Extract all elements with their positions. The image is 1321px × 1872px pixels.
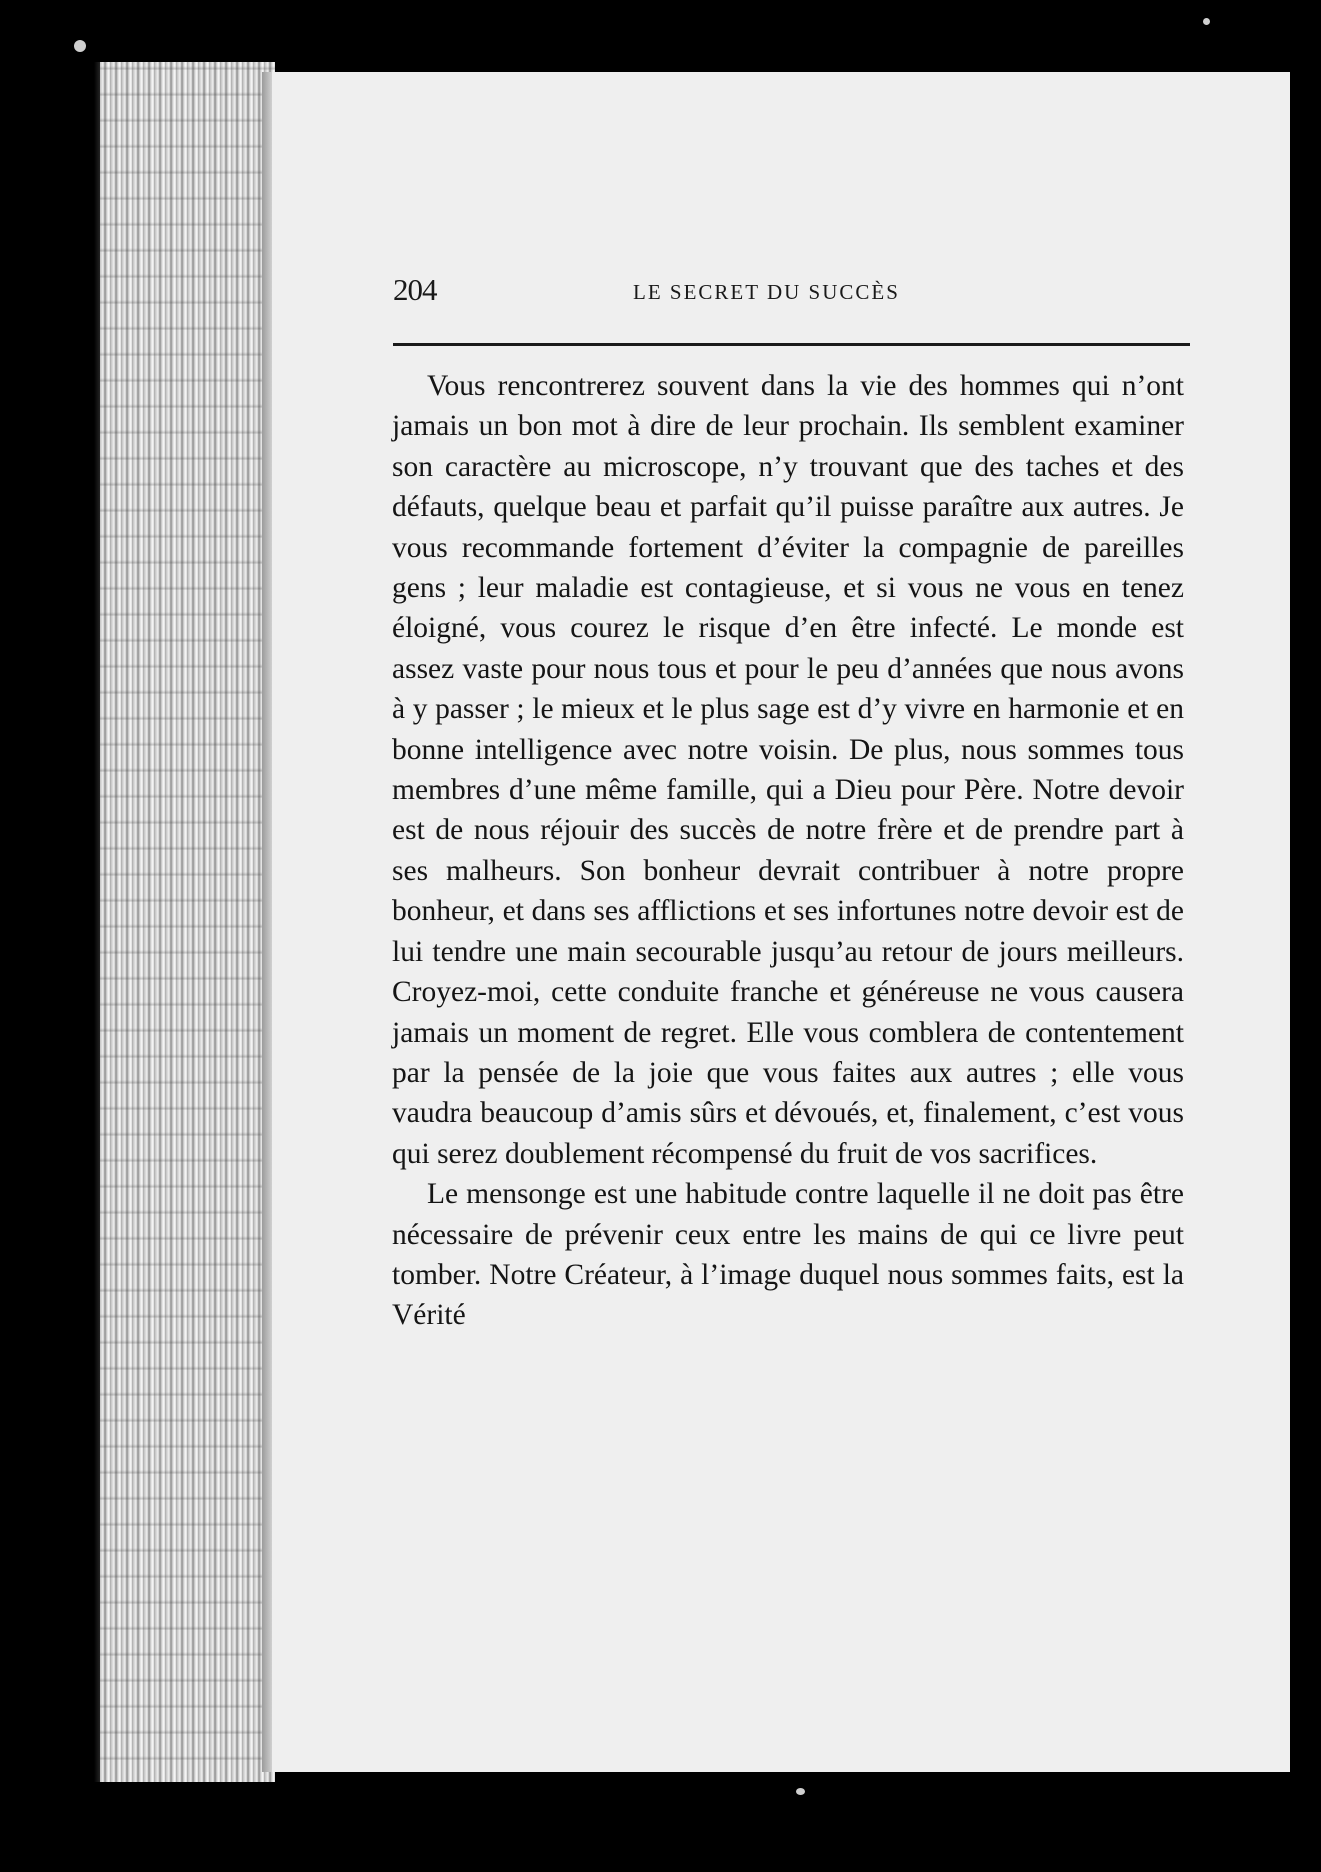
paragraph: Vous rencontrerez souvent dans la vie des hommes qui n’ont jamais un bon mot à dire de leur prochain. Ils semblent examiner son caractère au microscope, n’y trouvant que des taches et des défauts, quelque beau et parfait qu’il puisse paraître aux autres. Je vous recommande fortement d’éviter la compagnie de pareilles gens ; leur maladie est contagieuse, et si vous ne vous en tenez éloigné, vous courez le risque d’en être infecté. Le monde est assez vaste pour nous tous et pour le peu d’années que nous avons à y passer ; le mieux et le plus sage est d’y vivre en harmonie et en bonne intelligence avec notre voisin. De plus, nous sommes tous membres d’une même famille, qui a Dieu pour Père. Notre devoir est de nous réjouir des succès de notre frère et de prendre part à ses malheurs. Son bonheur devrait contribuer à notre propre bonheur, et dans ses afflictions et ses infortunes notre devoir est de lui tendre une main secourable jusqu’au retour de jours meilleurs. Croyez-moi, cette conduite franche et généreuse ne vous causera jamais un moment de regret. Elle vous comblera de contentement par la pensée de la joie que vous faites aux autres ; elle vous vaudra beaucoup d’amis sûrs et dévoués, et, finalement, c’est vous qui serez doublement récompensé du fruit de vos sacrifices. xyxy=(392,370,1184,1170)
scan-speck xyxy=(1203,18,1210,25)
page-edges xyxy=(100,62,275,1782)
running-title: LE SECRET DU SUCCÈS xyxy=(633,280,900,304)
scan-speck xyxy=(74,40,86,52)
paragraph: Le mensonge est une habitude contre laquelle il ne doit pas être nécessaire de prévenir ceux entre les mains de qui ce livre peut tomber. Notre Créateur, à l’image duquel nous sommes faits, est la Vérité xyxy=(392,1178,1184,1332)
scan-speck xyxy=(796,1788,805,1795)
page-number: 204 xyxy=(393,272,437,307)
header-rule xyxy=(393,343,1190,346)
page-header xyxy=(393,272,1183,312)
body-text xyxy=(392,366,1184,1336)
